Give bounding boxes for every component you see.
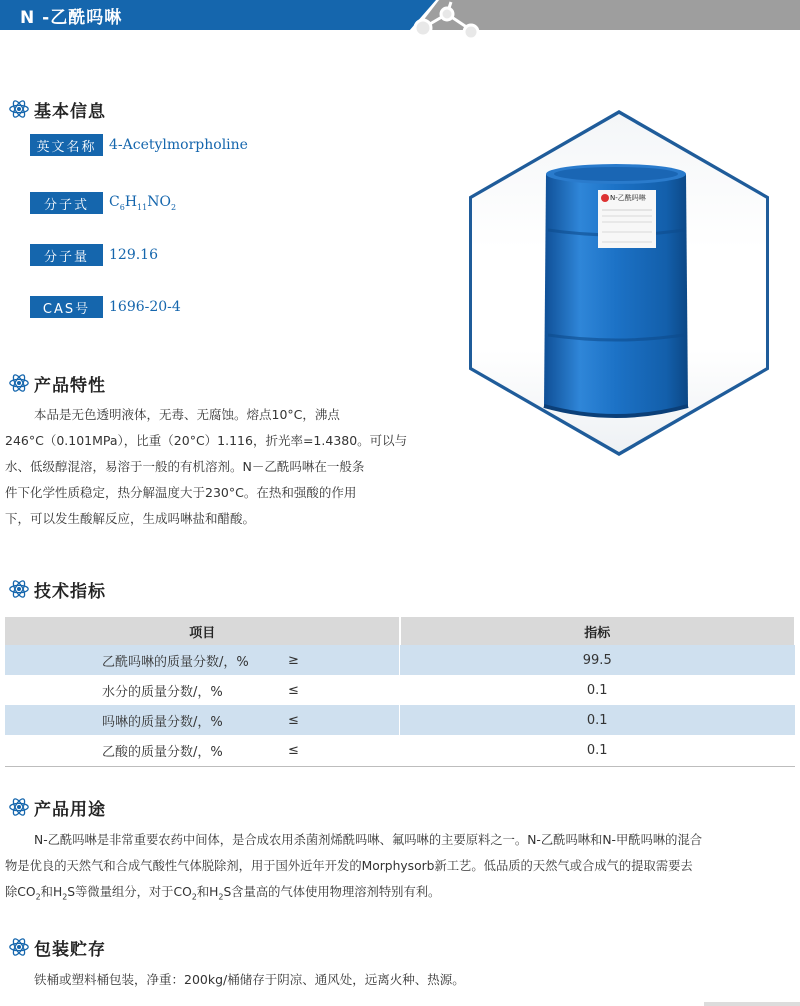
section-title: 基本信息: [34, 101, 106, 122]
info-row-formula: [30, 192, 176, 214]
atom-icon: [8, 578, 30, 600]
atom-icon: [8, 98, 30, 120]
spec-name: 乙酸的质量分数/，%: [102, 744, 223, 760]
spec-value: 0.1: [400, 705, 795, 735]
usage-line: 物是优良的天然气和合成气酸性气体脱除剂，用于国外近年开发的Morphysorb新工艺。低品质的天然气或合成气的提取需要去: [5, 859, 693, 873]
spec-value: 0.1: [586, 682, 608, 698]
spec-operator: ≥: [285, 645, 400, 675]
atom-icon: [8, 372, 30, 394]
info-value: 4-Acetylmorpholine: [109, 137, 248, 153]
properties-line: 件下化学性质稳定，热分解温度大于230°C。在热和强酸的作用: [5, 485, 357, 500]
spec-value: 0.1: [586, 742, 608, 758]
molecule-icon: [405, 0, 495, 48]
properties-line: 下，可以发生酸解反应，生成吗啉盐和醋酸。: [5, 511, 256, 526]
properties-line: 246°C（0.101MPa），比重（20°C）1.116，折光率=1.4380。可以与: [5, 433, 408, 448]
molecular-formula: $C_6H_{11}NO_2$: [109, 194, 177, 212]
spec-name: 水分的质量分数/，%: [102, 684, 223, 700]
atom-icon: [8, 796, 30, 818]
table-bottom-border: [5, 766, 795, 767]
spec-name: 吗啉的质量分数/，%: [5, 705, 285, 735]
info-label: 分子式: [30, 192, 103, 214]
info-value: 1696-20-4: [109, 299, 181, 315]
section-packaging: [8, 935, 106, 959]
info-row-english-name: [30, 134, 248, 156]
column-header-spec: 指标: [400, 617, 795, 645]
info-row-molecular-weight: [30, 244, 158, 266]
section-title: 产品特性: [34, 375, 106, 396]
info-label: 英文名称: [30, 134, 103, 156]
section-usage: [8, 795, 106, 819]
specs-table: [5, 617, 795, 765]
properties-line: 本品是无色透明液体，无毒、无腐蚀。熔点10°C，沸点: [34, 407, 340, 422]
info-label: CAS号: [30, 296, 103, 318]
spec-operator: ≤: [288, 682, 299, 698]
atom-icon: [8, 936, 30, 958]
packaging-text: 铁桶或塑料桶包装，净重：200kg/桶储存于阴凉、通风处，远离火种、热源。: [34, 972, 465, 987]
usage-line: 除$CO_2$和$H_2S$等微量组分，对于$CO_2$和$H_2S$含量高的气体使用物理溶剂特别有利。: [5, 885, 441, 902]
section-title: 产品用途: [34, 799, 106, 820]
usage-line: N-乙酰吗啉是非常重要农药中间体，是合成农用杀菌剂烯酰吗啉、氟吗啉的主要原料之一。N-乙酰吗啉和N-甲酰吗啉的混合: [34, 833, 703, 847]
page-title: N -乙酰吗啉: [20, 8, 123, 28]
footer-divider: [704, 1002, 800, 1006]
spec-name: 乙酰吗啉的质量分数/，%: [5, 645, 285, 675]
section-specs: [8, 577, 106, 601]
spec-operator: ≤: [285, 705, 400, 735]
section-properties: [8, 371, 106, 395]
info-value: 129.16: [109, 247, 158, 263]
properties-line: 水、低级醇混溶，易溶于一般的有机溶剂。N－乙酰吗啉在一般条: [5, 459, 365, 474]
section-title: 技术指标: [34, 581, 106, 602]
spec-value: 99.5: [400, 645, 795, 675]
product-drum-image: [540, 160, 692, 422]
info-row-cas: [30, 296, 181, 318]
column-header-item: 项目: [5, 617, 400, 645]
section-title: 包装贮存: [34, 939, 106, 960]
spec-operator: ≤: [288, 742, 299, 758]
info-label: 分子量: [30, 244, 103, 266]
drum-label: N-乙酰吗啉: [610, 194, 646, 202]
section-basic-info: [8, 97, 106, 121]
table-column-divider: [399, 617, 400, 767]
